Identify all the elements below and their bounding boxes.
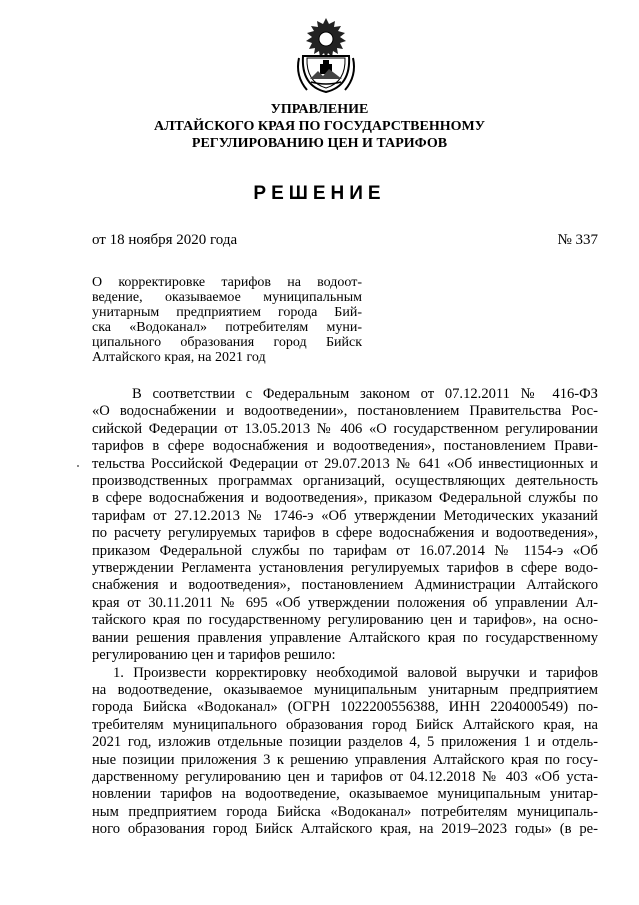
subject-line: О корректировке тарифов на водоот- [92, 275, 362, 290]
subject-line: ведение, оказываемое муниципальным [92, 290, 362, 305]
body-line: тельства Российской Федерации от 29.07.2013 № 641 «Об инвестиционных и [92, 455, 598, 472]
clause-1-line: новлении тарифов на водоотведение, оказываемое муниципальным унитар- [92, 786, 598, 803]
body-line: приказом Федеральной службы по тарифам от 16.07.2014 № 1154-э «Об [92, 542, 598, 559]
clause-1-line: дарственному регулированию цен и тарифов от 04.12.2018 № 403 «Об уста- [92, 768, 598, 785]
issuing-authority-header [0, 101, 639, 152]
body-line: в сфере водоснабжения и водоотведения», приказом Федеральной службы по [92, 490, 598, 507]
body-line: вании решения правления управление Алтайского края по государственному [92, 629, 598, 646]
body-line: тарифов в сфере водоснабжения и водоотведения», постановлением Прави- [92, 438, 598, 455]
clause-1-line: 2021 год, изложив отдельные позиции разделов 4, 5 приложения 1 и отдель- [92, 734, 598, 751]
body-line: производственных программах организаций, осуществляющих деятельность [92, 473, 598, 490]
date-number-line [92, 232, 598, 249]
header-line-3: РЕГУЛИРОВАНИЮ ЦЕН И ТАРИФОВ [191, 136, 448, 151]
altai-krai-coat-of-arms-emblem [293, 16, 359, 94]
decision-subject [92, 275, 362, 365]
clause-1-line: требителям муниципального образования город Бийск Алтайского края, на [92, 716, 598, 733]
header-line-2: АЛТАЙСКОГО КРАЯ ПО ГОСУДАРСТВЕННОМУ [154, 119, 485, 134]
body-line: В соответствии с Федеральным законом от 07.12.2011 № 416-ФЗ [132, 386, 598, 402]
clause-1-line: города Бийска «Водоканал» (ОГРН 1022200556388, ИНН 2204000549) по- [92, 699, 598, 716]
scan-speck [77, 465, 79, 467]
body-line: тайского края по государственному регулированию цен и тарифов», на осно- [92, 612, 598, 629]
header-line-1: УПРАВЛЕНИЕ [270, 102, 369, 117]
body-line: регулированию цен и тарифов решило: [92, 647, 336, 664]
clause-1-line: 1. Произвести корректировку необходимой валовой выручки и тарифов [113, 664, 598, 681]
body-line: края от 30.11.2011 № 695 «Об утверждении положения об управлении Ал- [92, 594, 598, 611]
clause-1-line: на водоотведение, оказываемое муниципальным унитарным предприятием [92, 681, 598, 698]
body-line: по расчету регулируемых тарифов в сфере водоснабжения и водоотведения», [92, 525, 598, 542]
subject-line: Алтайского края, на 2021 год [92, 350, 266, 365]
body-line: снабжения и водоотведения», постановлением Администрации Алтайского [92, 577, 598, 594]
body-line: «О водоснабжении и водоотведении», постановлением Правительства Рос- [92, 403, 598, 420]
decision-body [92, 386, 598, 839]
subject-line: ципального образования город Бийск [92, 335, 362, 350]
clause-1-line: ного образования город Бийск Алтайского края, на 2019–2023 годы» (в ре- [92, 821, 598, 838]
decision-number: № 337 [557, 232, 598, 248]
subject-line: ска «Водоканал» потребителям муни- [92, 320, 362, 335]
body-line: утверждении Регламента установления регулируемых тарифов в сфере водо- [92, 560, 598, 577]
body-line: тарифам от 27.12.2013 № 1746-э «Об утверждении Методических указаний [92, 507, 598, 524]
document-title: РЕШЕНИЕ [253, 183, 386, 204]
subject-line: унитарным предприятием города Бий- [92, 305, 362, 320]
decision-date: от 18 ноября 2020 года [92, 232, 238, 248]
clause-1-line: ным предприятием города Бийска «Водоканал» потребителям муниципаль- [92, 803, 598, 820]
body-line: сийской Федерации от 13.05.2013 № 406 «О государственном регулировании [92, 420, 598, 437]
clause-1-line: ные позиции приложения 3 к решению управления Алтайского края по госу- [92, 751, 598, 768]
